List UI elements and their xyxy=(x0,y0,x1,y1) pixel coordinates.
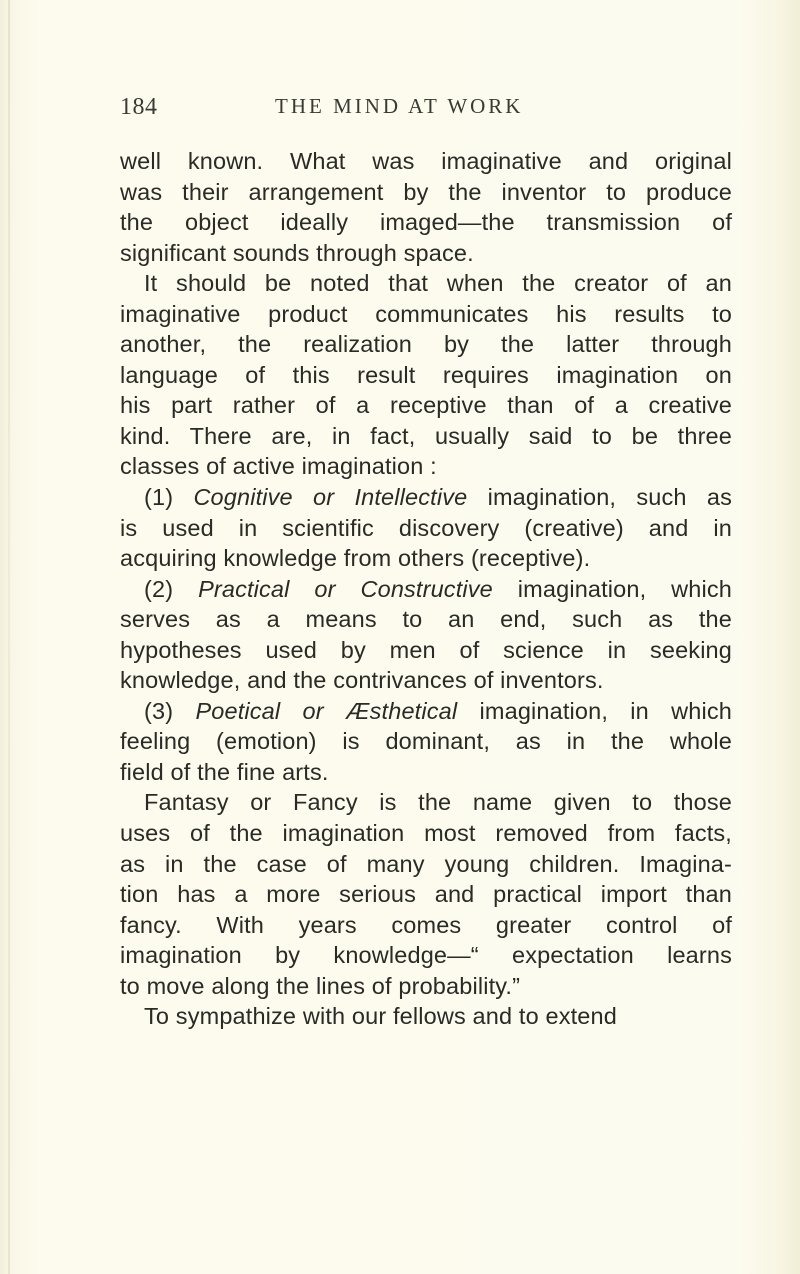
item-number: (3) xyxy=(144,697,174,724)
text-line: as in the case of many young children. Imagina- xyxy=(120,850,732,877)
text-line: significant sounds through space. xyxy=(120,239,474,266)
item-term: Cognitive or Intellective xyxy=(193,484,468,511)
text-line: another, the realization by the latter through xyxy=(120,331,732,358)
text-line: his part rather of a receptive than of a creative xyxy=(120,392,732,419)
text-line: classes of active imagination : xyxy=(120,453,437,480)
text-line: is used in scientific discovery (creative) and in xyxy=(120,514,732,541)
text-line: imaginative product communicates his results to xyxy=(120,300,732,327)
text-line: the object ideally imaged—the transmission of xyxy=(120,209,732,236)
running-title: THE MIND AT WORK xyxy=(275,94,524,118)
text-line: field of the fine arts. xyxy=(120,758,329,785)
text-line: knowledge, and the contrivances of inventors. xyxy=(120,667,604,694)
text-line: hypotheses used by men of science in seeking xyxy=(120,636,732,663)
list-item-practical xyxy=(120,574,732,605)
item-text: imagination, which xyxy=(517,575,733,602)
item-text: imagination, in which xyxy=(479,697,732,724)
list-item-cognitive xyxy=(120,482,732,513)
text-line: uses of the imagination most removed from facts, xyxy=(120,820,732,847)
text-line: To sympathize with our fellows and to extend xyxy=(144,1003,617,1030)
text-line: well known. What was imaginative and original xyxy=(120,148,732,174)
item-term: Practical or Constructive xyxy=(198,575,493,602)
text-line: imagination by knowledge—“ expectation learns xyxy=(120,942,732,969)
item-number: (2) xyxy=(144,575,174,602)
page-gutter xyxy=(8,0,10,1274)
text-line: to move along the lines of probability.” xyxy=(120,972,521,999)
text-line: was their arrangement by the inventor to produce xyxy=(120,178,732,205)
text-line: feeling (emotion) is dominant, as in the whole xyxy=(120,728,732,755)
item-number: (1) xyxy=(144,484,174,511)
text-line: tion has a more serious and practical import than xyxy=(120,881,732,908)
text-line: acquiring knowledge from others (receptive). xyxy=(120,545,591,572)
text-line: language of this result requires imagination on xyxy=(120,361,732,388)
item-text: imagination, such as xyxy=(487,484,732,511)
body-text xyxy=(120,146,732,1032)
text-line: kind. There are, in fact, usually said to be three xyxy=(120,422,732,449)
text-line: Fantasy or Fancy is the name given to those xyxy=(144,789,732,816)
running-head xyxy=(120,94,730,130)
text-line: serves as a means to an end, such as the xyxy=(120,606,732,633)
item-term: Poetical or Æsthetical xyxy=(195,697,458,724)
page-number: 184 xyxy=(120,94,158,120)
list-item-poetical xyxy=(120,696,732,727)
text-line: It should be noted that when the creator of an xyxy=(144,270,732,297)
text-line: fancy. With years comes greater control of xyxy=(120,911,732,938)
